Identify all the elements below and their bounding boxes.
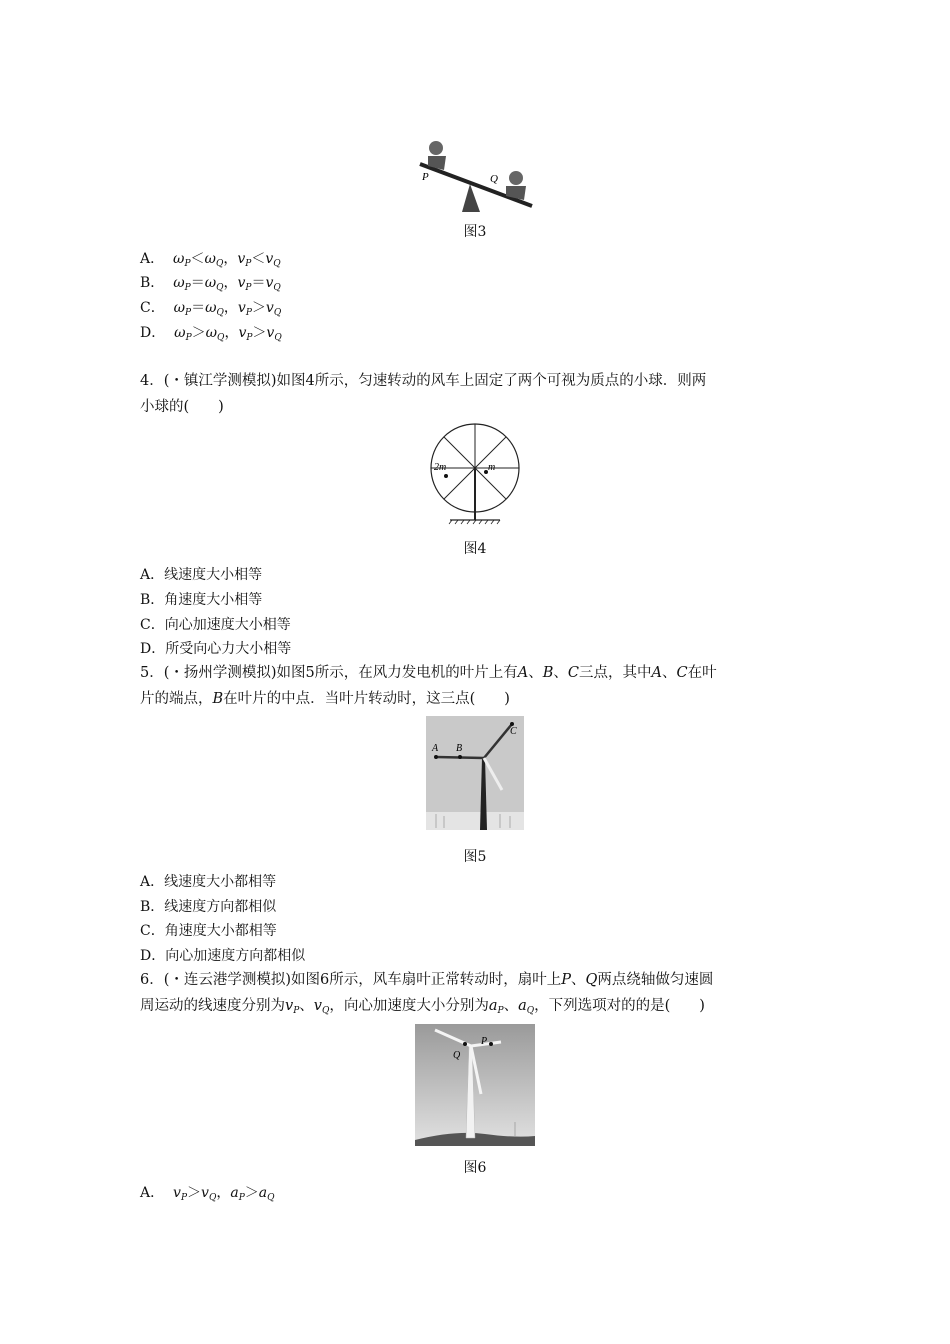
figure-3-caption: 图3 <box>463 224 487 240</box>
label-m: m <box>488 462 496 473</box>
q4-option-a: A．线速度大小相等 <box>140 567 263 583</box>
q3-option-d: D． $\omega_P>\omega_Q$，$v_P>v_Q$ <box>140 325 282 343</box>
q5-option-c: C．角速度大小都相等 <box>140 923 277 939</box>
kid-p-head <box>429 141 443 155</box>
q4-option-b: B．角速度大小相等 <box>140 592 263 608</box>
label-q: Q <box>453 1050 461 1061</box>
figure-3-seesaw <box>414 126 536 216</box>
point-p <box>489 1042 493 1046</box>
q5-option-d: D．向心加速度方向都相似 <box>140 948 306 964</box>
figure-5-caption: 图5 <box>463 849 487 865</box>
question-5 <box>140 660 820 712</box>
q5-option-b: B．线速度方向都相似 <box>140 899 277 915</box>
label-q: Q <box>490 173 498 185</box>
q5-line-2: 片的端点，B在叶片的中点．当叶片转动时，这三点( ) <box>140 691 510 707</box>
ball-2m <box>444 474 448 478</box>
figure-6-caption: 图6 <box>463 1160 487 1176</box>
seesaw-plank <box>420 164 532 206</box>
q4-line-1: 4．(・镇江学测模拟)如图4所示，匀速转动的风车上固定了两个可视为质点的小球．则两 <box>140 373 707 389</box>
q6-line-1: 6．(・连云港学测模拟)如图6所示，风车扇叶正常转动时，扇叶上P、Q两点绕轴做匀速圆 <box>140 972 714 988</box>
figure-6-wind-turbine-photo <box>415 1024 535 1146</box>
label-2m: 2m <box>434 462 447 473</box>
point-q <box>463 1042 467 1046</box>
question-6 <box>140 967 820 1024</box>
q4-option-d: D．所受向心力大小相等 <box>140 641 292 657</box>
figure-4-windmill <box>420 420 530 528</box>
label-a: A <box>432 743 439 754</box>
q5-line-1: 5．(・扬州学测模拟)如图5所示，在风力发电机的叶片上有A、B、C三点，其中A、C在叶 <box>140 665 717 681</box>
q4-line-2: 小球的( ) <box>140 399 224 415</box>
q3-option-a: A． $\omega_P<\omega_Q$，$v_P<v_Q$ <box>140 251 281 269</box>
label-p: P <box>481 1036 488 1047</box>
q6-line-2: 周运动的线速度分别为$v_P$、$v_Q$，向心加速度大小分别为$a_P$、$a_Q$，下列选项对的的是( ) <box>140 998 705 1016</box>
kid-q-head <box>509 171 523 185</box>
q3-option-b: B． $\omega_P=\omega_Q$，$v_P=v_Q$ <box>140 275 281 293</box>
label-c: C <box>510 726 517 737</box>
question-4 <box>140 368 820 420</box>
point-a <box>434 755 438 759</box>
q6-option-a: A． $v_P>v_Q$，$a_P>a_Q$ <box>140 1185 275 1203</box>
figure-4-caption: 图4 <box>463 541 487 557</box>
seesaw-pivot <box>462 184 480 212</box>
figure-5-wind-turbine-photo <box>426 716 524 830</box>
label-b: B <box>456 743 463 754</box>
q4-option-c: C．向心加速度大小相等 <box>140 617 291 633</box>
point-b <box>458 755 462 759</box>
q3-option-c: C． $\omega_P=\omega_Q$，$v_P>v_Q$ <box>140 300 282 318</box>
label-p: P <box>422 171 429 183</box>
q5-option-a: A．线速度大小都相等 <box>140 874 277 890</box>
